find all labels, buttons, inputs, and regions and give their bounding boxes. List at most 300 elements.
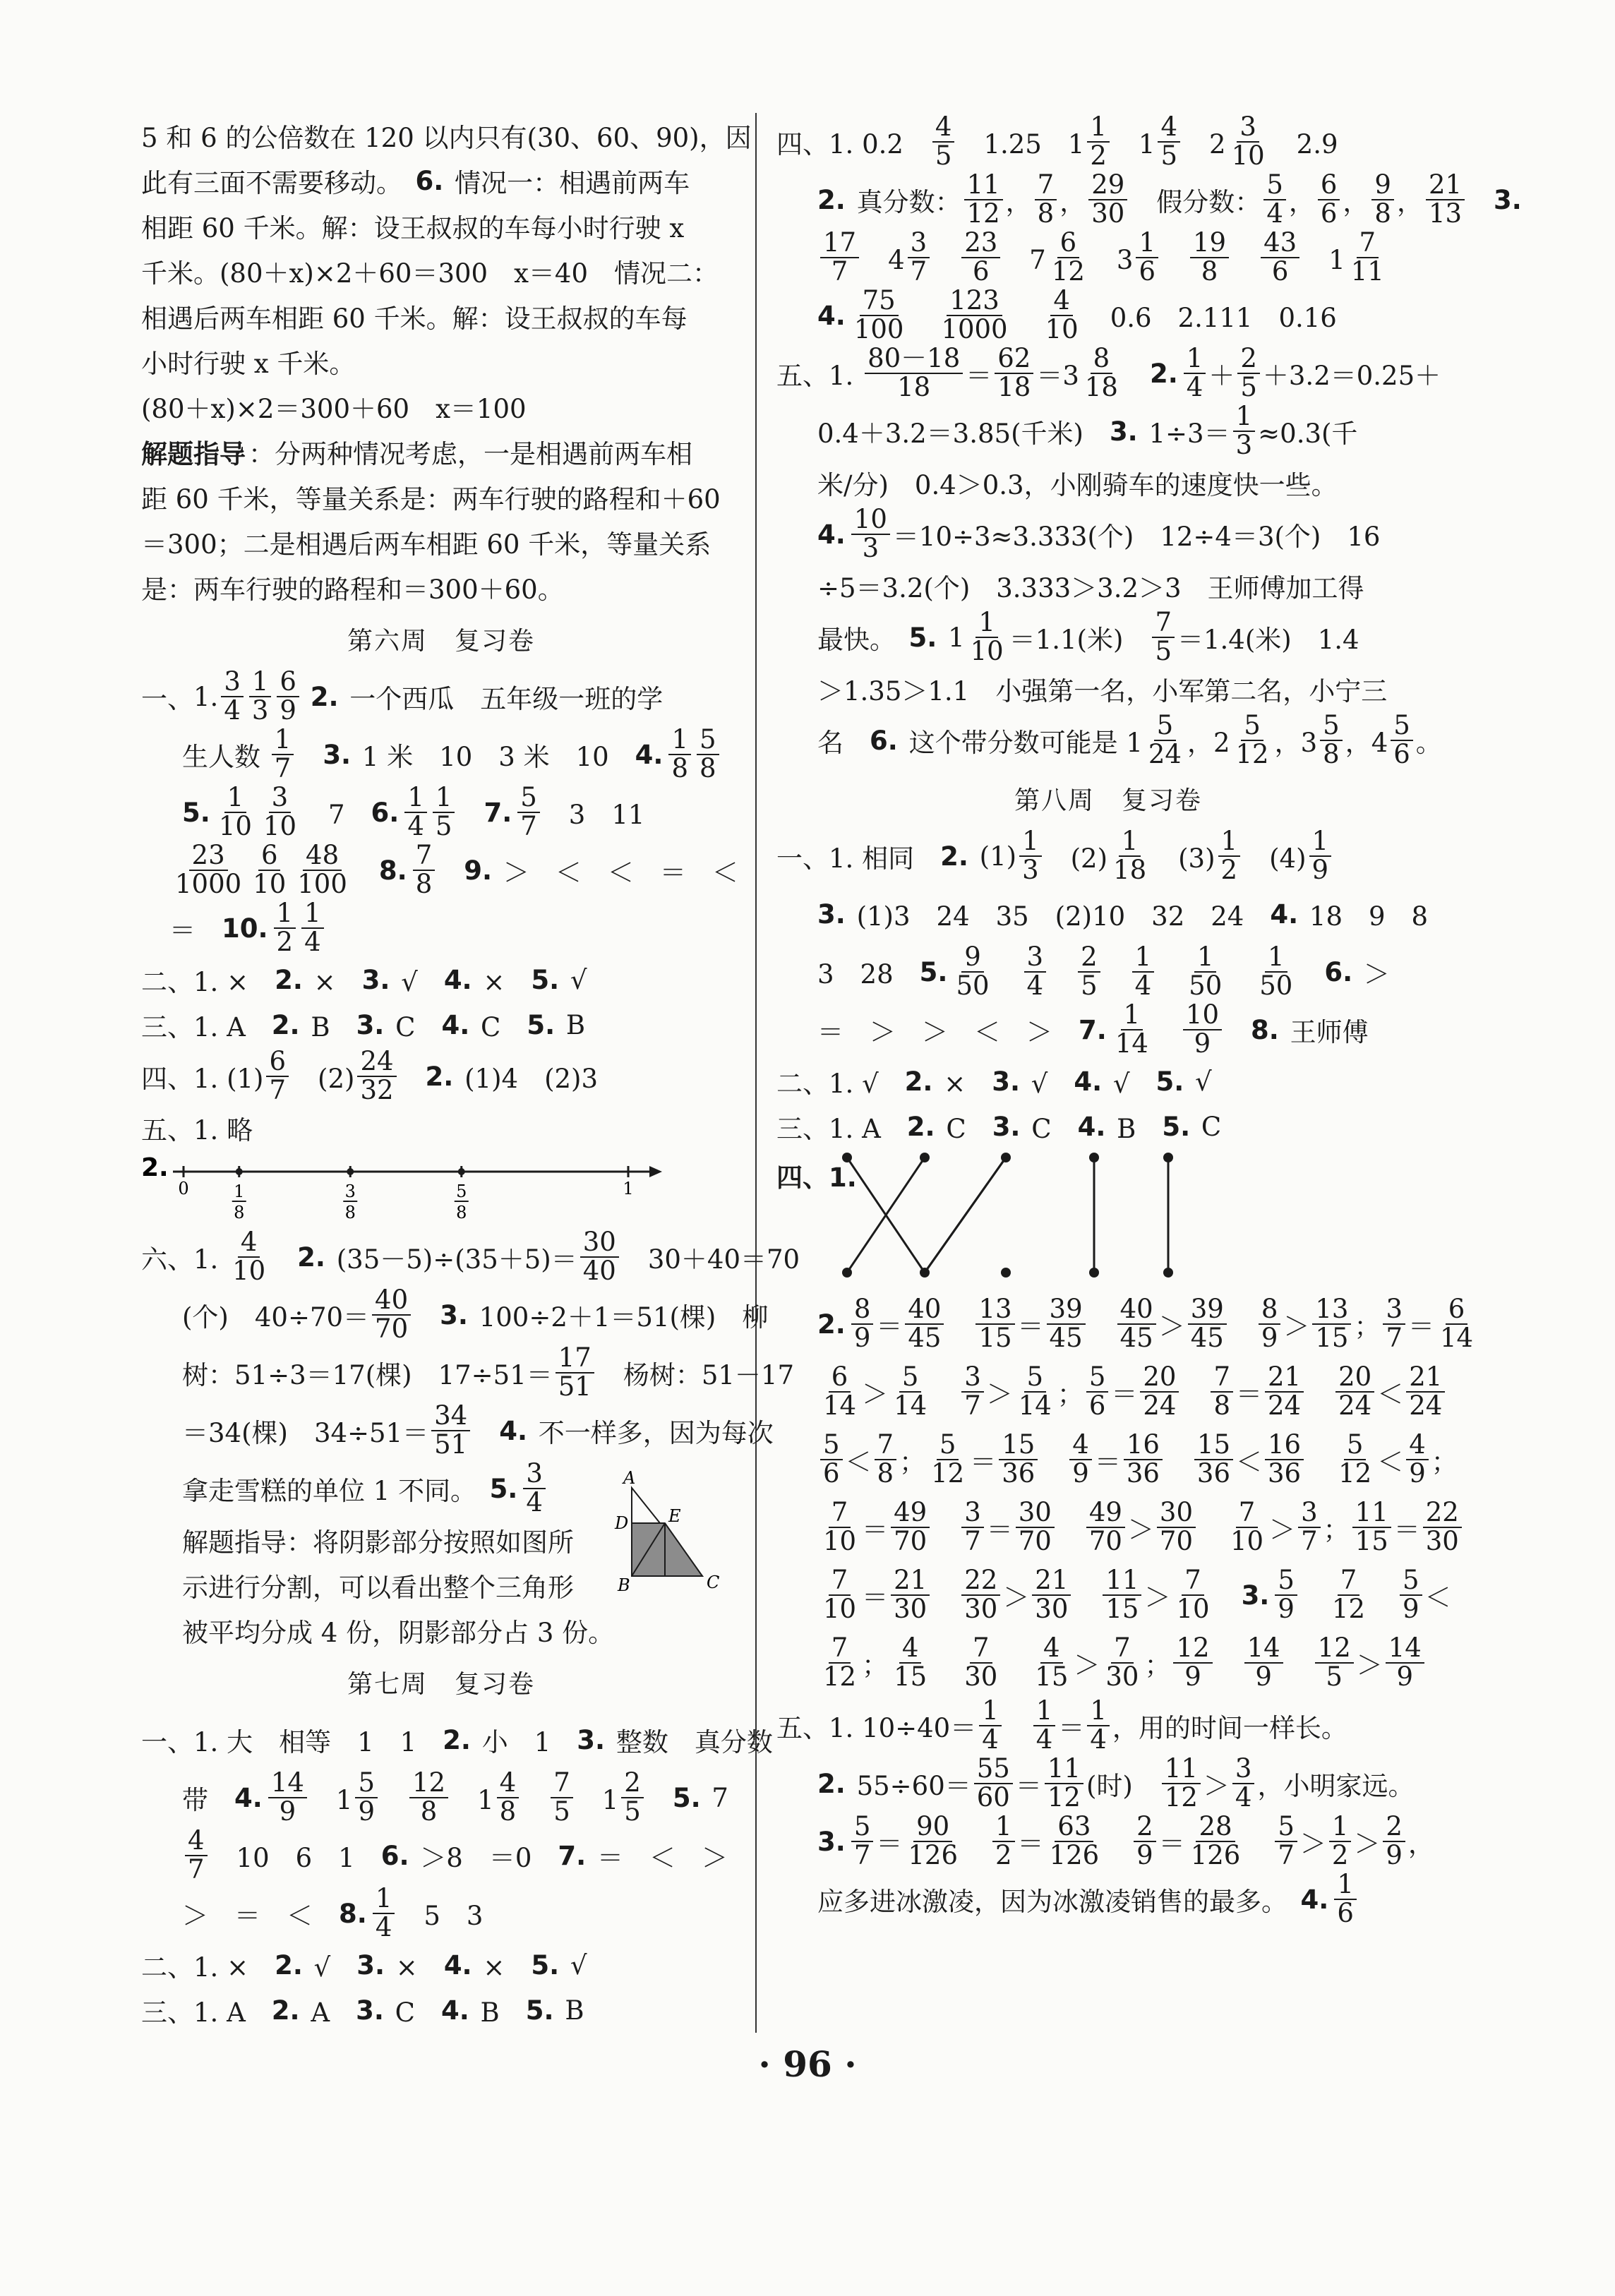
text-run: ＝3 xyxy=(1036,361,1079,391)
text-run: ＝ xyxy=(1017,1829,1044,1859)
text-run xyxy=(1004,1707,1031,1745)
numerator: 5 xyxy=(899,1364,922,1393)
matching-lines xyxy=(819,1149,1383,1290)
answer-line xyxy=(776,608,1440,666)
denominator: 8 xyxy=(420,1796,438,1827)
fraction xyxy=(1019,828,1042,884)
text-run: (3) xyxy=(1152,843,1215,874)
answer-line xyxy=(776,344,1440,402)
denominator: 5 xyxy=(935,140,952,171)
numerator: 9 xyxy=(1371,172,1394,200)
denominator: 3 xyxy=(862,533,879,563)
denominator: 5 xyxy=(435,811,452,841)
numerator: 1 xyxy=(433,784,455,813)
text-run xyxy=(1105,1822,1131,1861)
denominator: 5 xyxy=(1326,1661,1343,1692)
numerator: 22 xyxy=(1423,1499,1462,1528)
denominator: 45 xyxy=(1119,1323,1153,1353)
numerator: 12 xyxy=(1315,1635,1354,1664)
text-run: ≈0.3(千 xyxy=(1258,419,1358,449)
numerator: 6 xyxy=(266,1048,289,1077)
fraction xyxy=(891,1364,930,1420)
item-number: 2. xyxy=(425,1061,454,1092)
fraction xyxy=(260,784,299,841)
numerator: 15 xyxy=(999,1431,1038,1460)
numerator: 11 xyxy=(1352,1499,1391,1528)
fraction xyxy=(820,1431,843,1488)
vertex-label: C xyxy=(707,1573,720,1592)
numerator: 5 xyxy=(1275,1567,1297,1596)
denominator: 8 xyxy=(1213,1390,1231,1421)
text-run: ＞ xyxy=(1003,1582,1030,1613)
text-run xyxy=(963,1822,990,1861)
denominator: 50 xyxy=(1189,970,1223,1001)
text-run: ＋ xyxy=(1208,361,1235,391)
denominator: 12 xyxy=(1331,1594,1366,1624)
denominator: 5 xyxy=(1160,140,1178,171)
item-number: 6. xyxy=(380,1840,409,1871)
fraction xyxy=(1088,169,1127,229)
answer-line xyxy=(776,287,1440,344)
number-line-tick-label: 8 xyxy=(234,1203,245,1222)
numerator: 12 xyxy=(409,1769,448,1798)
text-run: 7 xyxy=(703,1782,728,1813)
item-number: 5. xyxy=(919,956,948,987)
fraction xyxy=(1136,229,1158,286)
text-run: ＝ xyxy=(862,1515,889,1545)
answer-line xyxy=(141,1227,800,1286)
item-number: 2. xyxy=(297,1242,325,1273)
answer-line xyxy=(141,841,741,899)
answer-line xyxy=(141,294,741,339)
text-run: √ xyxy=(392,967,444,997)
numerator: 5 xyxy=(1086,1364,1109,1393)
text-run: C xyxy=(472,1012,527,1042)
text-run: × xyxy=(305,967,362,997)
text-run: A xyxy=(302,1997,356,2028)
fraction xyxy=(1173,1635,1212,1691)
denominator: 15 xyxy=(1105,1594,1139,1624)
denominator: 9 xyxy=(1194,1028,1211,1059)
fraction xyxy=(1263,169,1286,229)
text-run: ， xyxy=(1396,187,1423,217)
item-number: 5. xyxy=(531,964,560,995)
denominator: 12 xyxy=(966,198,1000,229)
fraction xyxy=(968,609,1007,666)
item-number: 4. xyxy=(1074,1066,1103,1097)
numerator: 21 xyxy=(1426,172,1465,200)
denominator: 9 xyxy=(1184,1661,1201,1692)
text-run xyxy=(1161,239,1187,277)
text-run: 1 xyxy=(1302,245,1345,275)
text-run: (4) xyxy=(1243,843,1307,874)
text-run xyxy=(647,1779,673,1817)
denominator: 70 xyxy=(894,1526,927,1556)
answer-line xyxy=(776,885,1440,943)
denominator: 8 xyxy=(415,869,433,899)
fraction xyxy=(1406,1431,1429,1488)
item-number: 5. xyxy=(525,1995,554,2026)
text-run: ； xyxy=(1431,1447,1458,1477)
numerator: 3 xyxy=(961,1499,984,1528)
denominator: 10 xyxy=(218,811,252,841)
fraction xyxy=(216,784,255,841)
text-run xyxy=(932,1373,959,1411)
text-run: ，4 xyxy=(1345,728,1388,758)
text-run xyxy=(1074,1576,1100,1614)
text-run xyxy=(1103,953,1129,991)
answer-line xyxy=(776,1493,1459,1561)
text-run: 五、1. 10÷40＝ xyxy=(776,1713,977,1743)
number-line-tick-label: 5 xyxy=(456,1182,467,1201)
text-run: (1) xyxy=(971,841,1017,872)
denominator: 60 xyxy=(976,1782,1010,1813)
item-number: 2. xyxy=(904,1066,933,1097)
fraction xyxy=(1194,1431,1233,1488)
fraction xyxy=(875,1431,897,1488)
numerator: 15 xyxy=(1194,1431,1233,1460)
numerator: 11 xyxy=(1103,1567,1141,1596)
denominator: 30 xyxy=(894,1594,927,1624)
text-run: 1 xyxy=(939,622,965,653)
fraction xyxy=(1032,1635,1071,1691)
numerator: 1 xyxy=(975,609,998,638)
text-run: 小时行驶 x 千米。 xyxy=(141,349,356,379)
item-number: 3. xyxy=(361,964,390,995)
number-line-label: 2. xyxy=(141,1153,169,1182)
text-run: C xyxy=(387,1012,442,1042)
fraction xyxy=(1329,1813,1352,1870)
item-number: 4. xyxy=(443,964,472,995)
answer-line xyxy=(776,402,1440,460)
text-run: ； xyxy=(899,1447,926,1477)
denominator: 14 xyxy=(823,1390,857,1421)
item-number: 2. xyxy=(940,841,968,872)
fraction xyxy=(961,1635,1000,1691)
answer-line xyxy=(141,1105,741,1150)
fraction xyxy=(433,784,455,841)
fraction xyxy=(431,1402,470,1459)
denominator: 4 xyxy=(407,811,424,841)
text-run: ＝ ＞ ＞ ＜ ＞ xyxy=(817,1017,1079,1047)
text-run: ＞ xyxy=(1203,1771,1230,1801)
numerator: 7 xyxy=(829,1499,851,1528)
numerator: 23 xyxy=(189,842,228,871)
fraction xyxy=(580,1229,619,1285)
answer-line xyxy=(141,203,741,248)
denominator: 10 xyxy=(1045,314,1079,344)
numerator: 55 xyxy=(974,1755,1013,1784)
fraction xyxy=(1087,1697,1110,1754)
fraction xyxy=(409,1769,448,1826)
item-number: 4. xyxy=(1270,898,1299,930)
denominator: 32 xyxy=(360,1075,394,1105)
denominator: 9 xyxy=(1396,1661,1414,1692)
fraction xyxy=(1152,609,1175,666)
item-number: 4. xyxy=(441,1009,470,1040)
fraction xyxy=(1032,1567,1071,1623)
denominator: 12 xyxy=(1235,739,1269,769)
denominator: 24 xyxy=(1338,1390,1372,1421)
answer-line xyxy=(141,565,741,610)
fraction xyxy=(1173,1567,1212,1623)
denominator: 4 xyxy=(224,695,241,726)
fraction xyxy=(820,1635,859,1691)
text-run: ＞ xyxy=(1355,959,1390,990)
fraction xyxy=(1315,1635,1354,1691)
text-run xyxy=(1467,181,1494,219)
fraction xyxy=(1386,1635,1424,1691)
denominator: 14 xyxy=(894,1390,927,1421)
fraction xyxy=(1110,828,1149,884)
numerator: 3 xyxy=(908,229,930,258)
denominator: 7 xyxy=(188,1854,205,1885)
denominator: 6 xyxy=(1271,256,1289,287)
answer-line xyxy=(141,1342,795,1402)
fraction xyxy=(229,1229,268,1285)
text-run: ＞ ＝ ＜ xyxy=(182,1901,339,1931)
numerator: 3 xyxy=(961,1364,984,1393)
text-run: ：分两种情况考虑，一是相遇前两车相 xyxy=(248,439,692,469)
text-run: 示进行分割，可以看出整个三角形 xyxy=(182,1573,574,1603)
text-run: 五、1. xyxy=(776,361,863,391)
fraction xyxy=(1087,114,1110,170)
text-run xyxy=(522,1779,548,1817)
denominator: 13 xyxy=(1428,198,1463,229)
denominator: 7 xyxy=(1386,1323,1403,1353)
denominator: 18 xyxy=(1084,372,1118,402)
numerator: 30 xyxy=(580,1229,619,1258)
numerator: 7 xyxy=(1035,172,1057,200)
denominator: 30 xyxy=(1425,1526,1459,1556)
text-run: √ xyxy=(305,1952,357,1983)
text-run xyxy=(1003,1644,1029,1682)
denominator: 45 xyxy=(908,1323,942,1353)
numerator: 75 xyxy=(860,287,899,316)
text-run: ＞ xyxy=(1354,1829,1381,1859)
answer-line xyxy=(776,1358,1443,1426)
numerator: 3 xyxy=(1237,114,1259,143)
denominator: 12 xyxy=(1051,256,1085,287)
denominator: 126 xyxy=(1190,1840,1241,1870)
answer-line xyxy=(141,384,741,429)
item-number: 2. xyxy=(310,681,339,712)
numerator: 6 xyxy=(829,1364,851,1393)
text-run: 3 xyxy=(1090,245,1134,275)
text-run: 六、1. xyxy=(141,1244,227,1275)
answer-line xyxy=(776,229,1440,287)
denominator: 9 xyxy=(1255,1661,1272,1692)
fraction xyxy=(851,506,890,563)
text-run: (80＋x)×2＝300＋60 x＝100 xyxy=(141,394,527,424)
denominator: 24 xyxy=(1143,1390,1177,1421)
numerator: 1 xyxy=(992,1813,1015,1842)
text-run: ； xyxy=(1144,1650,1171,1681)
numerator: 14 xyxy=(1244,1635,1283,1664)
denominator: 10 xyxy=(1231,140,1265,171)
fraction xyxy=(1275,1813,1297,1870)
text-run: 30＋40＝70 xyxy=(621,1244,800,1275)
text-run: 相距 60 千米。解：设王叔叔的车每小时行驶 x xyxy=(141,213,685,244)
fraction xyxy=(404,784,427,841)
text-run: ＜ xyxy=(1424,1582,1451,1613)
item-number: 3. xyxy=(356,1995,384,2026)
text-run: ＝ ＜ ＞ xyxy=(589,1843,728,1873)
denominator: 7 xyxy=(964,1526,981,1556)
text-run: 一、1. 相同 xyxy=(776,843,941,874)
fraction xyxy=(1312,1296,1351,1352)
item-number: 3. xyxy=(1241,1580,1270,1611)
denominator: 14 xyxy=(1115,1028,1148,1059)
fraction xyxy=(1383,1813,1405,1870)
denominator: 7 xyxy=(1301,1526,1318,1556)
numerator: 7 xyxy=(1182,1567,1204,1596)
item-number: 5. xyxy=(1155,1066,1184,1097)
text-run: 2.9 xyxy=(1270,129,1338,160)
denominator: 15 xyxy=(1315,1323,1349,1353)
fraction xyxy=(1383,1296,1405,1352)
fraction xyxy=(961,229,1000,286)
item-number: 7. xyxy=(558,1840,587,1871)
text-run xyxy=(1230,1305,1256,1343)
item-number: 2. xyxy=(817,184,846,215)
text-run: 不一样多，因为每次 xyxy=(530,1418,774,1448)
numerator: 2 xyxy=(1237,345,1260,374)
text-run: ＜ xyxy=(1377,1379,1404,1410)
text-run: 3 28 xyxy=(817,959,920,990)
fraction xyxy=(1112,999,1151,1059)
text-run: C xyxy=(1193,1111,1222,1142)
item-number: 6. xyxy=(1324,956,1353,987)
numerator: 1 xyxy=(1119,828,1141,857)
text-run: √ xyxy=(1187,1066,1212,1097)
denominator: 10 xyxy=(232,1256,266,1286)
numerator: 1 xyxy=(1329,1813,1352,1842)
fraction xyxy=(938,287,1010,344)
denominator: 24 xyxy=(1268,1390,1302,1421)
denominator: 70 xyxy=(1159,1526,1194,1556)
answer-line xyxy=(141,1942,741,1988)
fraction xyxy=(523,1460,546,1517)
numerator: 7 xyxy=(1357,229,1379,258)
denominator: 40 xyxy=(582,1256,616,1286)
fraction xyxy=(820,1364,859,1420)
text-run: ； xyxy=(1354,1311,1381,1342)
text-run: (2) xyxy=(292,1064,355,1094)
numerator: 28 xyxy=(1196,1813,1235,1842)
numerator: 39 xyxy=(1188,1296,1227,1325)
numerator: 1 xyxy=(1218,828,1241,857)
text-run xyxy=(1307,1441,1333,1479)
denominator: 70 xyxy=(1088,1526,1122,1556)
text-run: ； xyxy=(1057,1379,1083,1410)
numerator: 6 xyxy=(1318,172,1340,200)
numerator: 49 xyxy=(1086,1499,1125,1528)
matching-figure xyxy=(776,1149,1440,1290)
numerator: 8 xyxy=(1259,1296,1281,1325)
denominator: 4 xyxy=(1035,1724,1053,1755)
text-run: 10 6 1 xyxy=(210,1843,381,1873)
text-run: ＝ xyxy=(862,1582,889,1613)
text-run: 0.6 2.111 0.16 xyxy=(1083,303,1337,333)
numerator: 7 xyxy=(829,1635,851,1664)
answer-line xyxy=(141,1885,741,1942)
denominator: 10 xyxy=(823,1526,857,1556)
text-run: 五、1. 略 xyxy=(141,1115,253,1146)
item-number: 3. xyxy=(440,1299,468,1330)
fraction xyxy=(891,1499,930,1556)
denominator: 12 xyxy=(1338,1458,1372,1489)
denominator: 45 xyxy=(1190,1323,1224,1353)
answer-line xyxy=(141,783,741,841)
item-number: 3. xyxy=(817,898,846,930)
fraction xyxy=(820,1567,859,1623)
text-run: C xyxy=(386,1997,441,2028)
text-run xyxy=(1165,1441,1191,1479)
numerator: 4 xyxy=(238,1229,260,1258)
item-number: 2. xyxy=(275,1949,303,1981)
numerator: 5 xyxy=(355,1769,378,1798)
text-run: 是：两车行驶的路程和＝300＋60。 xyxy=(141,575,564,605)
fraction xyxy=(497,1769,520,1826)
text-run: 距 60 千米，等量关系是：两车行驶的路程和＋60 xyxy=(141,484,721,515)
numerator: 4 xyxy=(899,1635,922,1664)
text-run xyxy=(947,1305,973,1343)
text-run: 1 xyxy=(1112,129,1155,160)
text-run: ＞ xyxy=(1299,1829,1326,1859)
fraction xyxy=(953,944,992,1000)
fraction xyxy=(1259,1296,1281,1352)
numerator: 3 xyxy=(269,784,292,813)
fraction xyxy=(1069,1431,1092,1488)
text-run xyxy=(995,953,1021,991)
item-number: 4. xyxy=(440,1995,469,2026)
denominator: 7 xyxy=(964,1390,981,1421)
denominator: 4 xyxy=(1026,970,1044,1001)
fraction xyxy=(1016,1499,1055,1556)
text-run: √ xyxy=(562,964,587,995)
text-run: √ xyxy=(562,1949,587,1981)
text-run xyxy=(380,1779,407,1817)
numerator: 5 xyxy=(1241,712,1263,741)
text-run xyxy=(932,239,959,277)
text-run: 1. xyxy=(193,681,219,712)
fraction xyxy=(905,1296,944,1352)
item-number: 2. xyxy=(817,1768,846,1799)
fraction xyxy=(621,1769,644,1826)
text-run xyxy=(1157,953,1183,991)
numerator: 7 xyxy=(829,1567,851,1596)
text-run: ， xyxy=(1005,187,1032,217)
denominator: 36 xyxy=(1196,1458,1231,1489)
text-run: ； xyxy=(1323,1515,1350,1545)
denominator: 12 xyxy=(823,1661,857,1692)
denominator: 4 xyxy=(1266,198,1283,229)
text-run: 二、1. × xyxy=(141,1952,275,1983)
item-number: 7. xyxy=(484,797,512,828)
denominator: 126 xyxy=(1049,1840,1100,1870)
text-run: ，用的时间一样长。 xyxy=(1112,1713,1347,1743)
answer-line xyxy=(141,519,741,565)
fraction xyxy=(1318,169,1340,229)
text-run: 应多进冰激凌，因为冰激凌销售的最多。 xyxy=(817,1887,1301,1917)
text-run xyxy=(457,793,484,831)
fraction xyxy=(1157,1499,1196,1556)
item-number: 4. xyxy=(499,1415,528,1446)
fraction xyxy=(1265,1364,1304,1420)
denominator: 30 xyxy=(964,1594,998,1624)
text-run: 一、 xyxy=(141,684,193,714)
